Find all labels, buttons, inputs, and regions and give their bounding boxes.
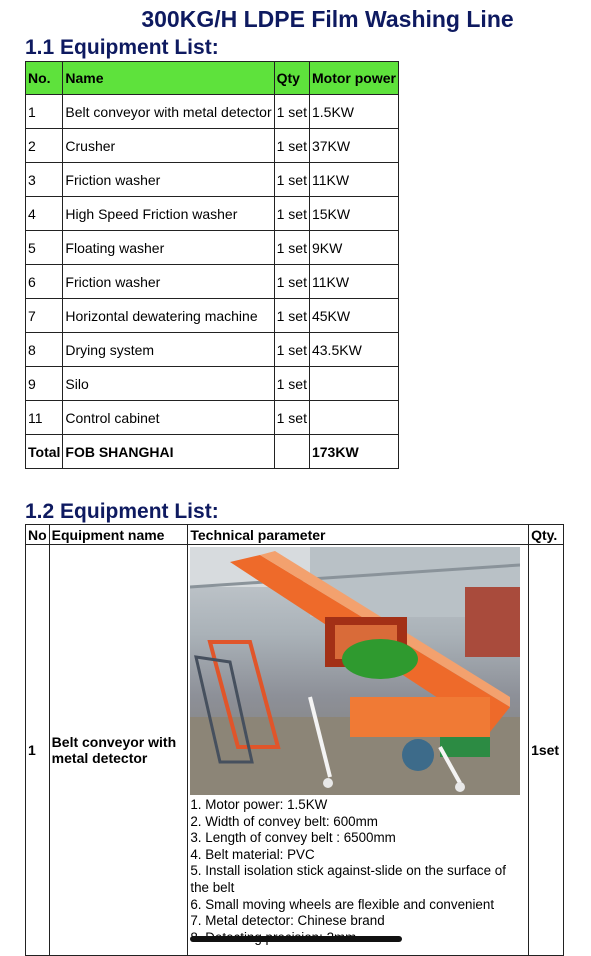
cell-power: 43.5KW <box>309 333 398 367</box>
table-row <box>26 231 399 265</box>
header-equipment-name: Equipment name <box>49 525 188 545</box>
detail-equipment-name: Belt conveyor with metal detector <box>49 545 188 956</box>
cell-no: 3 <box>26 163 63 197</box>
cell-power: 9KW <box>309 231 398 265</box>
cell-qty: 1 set <box>274 129 309 163</box>
cell-no: 4 <box>26 197 63 231</box>
table-row <box>26 163 399 197</box>
cell-qty: 1 set <box>274 265 309 299</box>
table-row <box>26 299 399 333</box>
cell-qty: 1 set <box>274 231 309 265</box>
detail-no: 1 <box>26 545 50 956</box>
cell-qty: 1 set <box>274 197 309 231</box>
belt-conveyor-photo <box>190 547 520 795</box>
cell-name: Control cabinet <box>63 401 274 435</box>
table-row <box>26 129 399 163</box>
cell-power: 37KW <box>309 129 398 163</box>
cell-no: 5 <box>26 231 63 265</box>
cell-power: 11KW <box>309 265 398 299</box>
table-row <box>26 95 399 129</box>
detail-header-row <box>26 525 564 545</box>
table-row <box>26 367 399 401</box>
parameter-item: 3. Length of convey belt : 6500mm <box>190 830 396 846</box>
cell-power <box>309 401 398 435</box>
home-indicator[interactable] <box>190 936 402 942</box>
total-power: 173KW <box>309 435 398 469</box>
cell-no: 1 <box>26 95 63 129</box>
cell-qty: 1 set <box>274 401 309 435</box>
header-qty: Qty. <box>529 525 564 545</box>
header-name: Name <box>63 62 274 95</box>
section-heading-equipment-list-1: 1.1 Equipment List: <box>25 36 219 59</box>
table-row <box>26 265 399 299</box>
header-no: No. <box>26 62 63 95</box>
section-heading-equipment-list-2: 1.2 Equipment List: <box>25 500 219 523</box>
cell-qty: 1 set <box>274 299 309 333</box>
cell-power <box>309 367 398 401</box>
cell-qty: 1 set <box>274 95 309 129</box>
cell-name: Silo <box>63 367 274 401</box>
cell-power: 1.5KW <box>309 95 398 129</box>
parameter-item: 6. Small moving wheels are flexible and convenient <box>190 896 495 912</box>
technical-parameter-list <box>188 795 528 946</box>
cell-no: 2 <box>26 129 63 163</box>
detail-qty: 1set <box>529 545 564 956</box>
header-no: No <box>26 525 50 545</box>
header-motor-power: Motor power <box>309 62 398 95</box>
document-title: 300KG/H LDPE Film Washing Line <box>141 6 514 32</box>
parameter-item: 5. Install isolation stick against-slide on the surface of the belt <box>190 863 506 895</box>
cell-name: High Speed Friction washer <box>63 197 274 231</box>
cell-power: 15KW <box>309 197 398 231</box>
parameter-item: 7. Metal detector: Chinese brand <box>190 913 385 929</box>
parameter-item: 1. Motor power: 1.5KW <box>190 797 328 812</box>
cell-qty: 1 set <box>274 163 309 197</box>
cell-qty: 1 set <box>274 367 309 401</box>
cell-power: 11KW <box>309 163 398 197</box>
header-technical-parameter: Technical parameter <box>188 525 529 545</box>
parameter-item: 2. Width of convey belt: 600mm <box>190 813 378 829</box>
total-row <box>26 435 399 469</box>
detail-row <box>26 545 564 956</box>
header-qty: Qty <box>274 62 309 95</box>
cell-qty: 1 set <box>274 333 309 367</box>
cell-no: 7 <box>26 299 63 333</box>
total-qty <box>274 435 309 469</box>
cell-name: Crusher <box>63 129 274 163</box>
cell-no: 11 <box>26 401 63 435</box>
cell-name: Floating washer <box>63 231 274 265</box>
detail-technical-parameter <box>188 545 529 956</box>
cell-name: Drying system <box>63 333 274 367</box>
equipment-list-table <box>25 61 399 469</box>
table-header-row <box>26 62 399 95</box>
cell-no: 9 <box>26 367 63 401</box>
equipment-detail-table <box>25 524 564 956</box>
cell-name: Friction washer <box>63 163 274 197</box>
total-label: Total <box>26 435 63 469</box>
cell-no: 6 <box>26 265 63 299</box>
cell-power: 45KW <box>309 299 398 333</box>
total-terms: FOB SHANGHAI <box>63 435 274 469</box>
table-row <box>26 401 399 435</box>
cell-name: Belt conveyor with metal detector <box>63 95 274 129</box>
cell-name: Horizontal dewatering machine <box>63 299 274 333</box>
parameter-item: 4. Belt material: PVC <box>190 846 315 862</box>
table-row <box>26 197 399 231</box>
table-row <box>26 333 399 367</box>
cell-name: Friction washer <box>63 265 274 299</box>
cell-no: 8 <box>26 333 63 367</box>
